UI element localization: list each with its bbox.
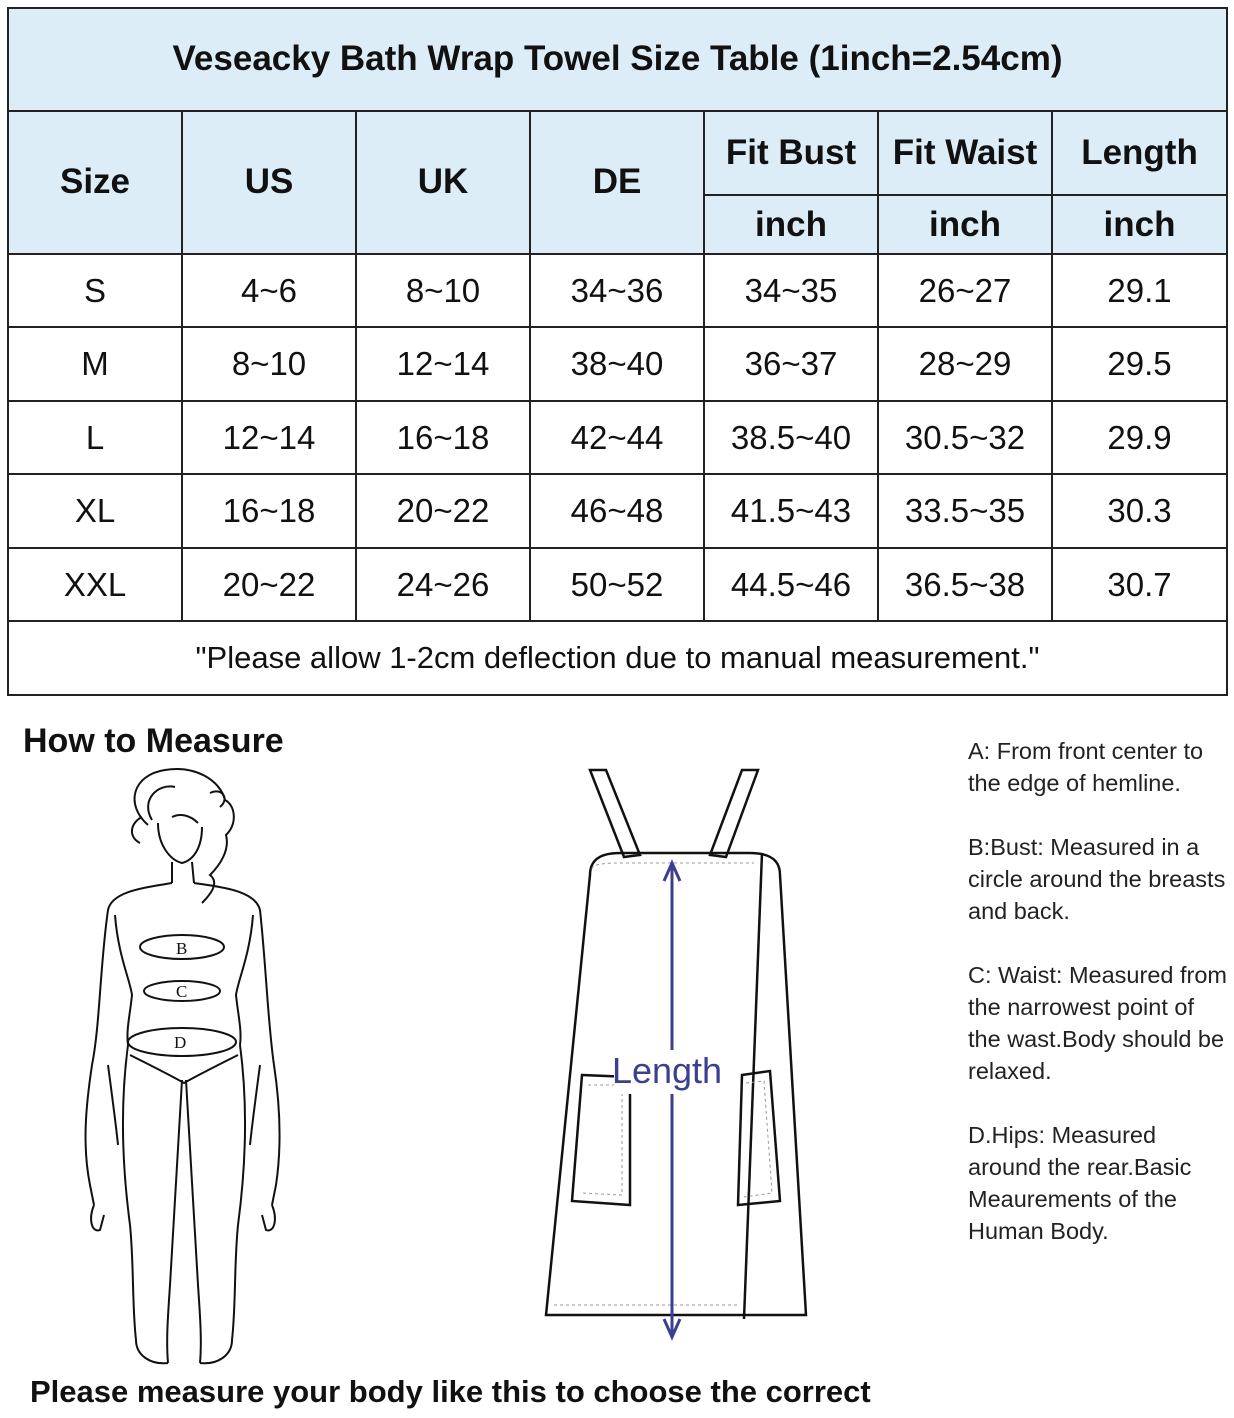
table-cell: 30.5~32 — [878, 401, 1052, 475]
table-cell: 8~10 — [182, 327, 356, 401]
table-cell: L — [8, 401, 182, 475]
table-cell: 12~14 — [182, 401, 356, 475]
table-cell: 29.9 — [1052, 401, 1227, 475]
table-cell: XL — [8, 474, 182, 548]
table-cell: 41.5~43 — [704, 474, 878, 548]
table-row — [8, 327, 1227, 401]
label-d: D — [174, 1033, 187, 1052]
table-cell: 50~52 — [530, 548, 704, 622]
table-cell: 46~48 — [530, 474, 704, 548]
size-table — [7, 7, 1228, 696]
measure-instructions — [968, 735, 1230, 1279]
table-row — [8, 548, 1227, 622]
header-bust-unit: inch — [704, 195, 878, 253]
table-cell: 16~18 — [356, 401, 530, 475]
header-size: Size — [8, 111, 182, 254]
table-cell: 24~26 — [356, 548, 530, 622]
header-length: Length — [1052, 111, 1227, 196]
table-row — [8, 474, 1227, 548]
table-cell: M — [8, 327, 182, 401]
table-row — [8, 401, 1227, 475]
how-to-measure-title: How to Measure — [23, 722, 284, 760]
table-cell: 28~29 — [878, 327, 1052, 401]
table-cell: 8~10 — [356, 254, 530, 328]
instruction-b: B:Bust: Measured in a circle around the breasts and back. — [968, 834, 1226, 924]
table-note: "Please allow 1-2cm deflection due to manual measurement." — [8, 621, 1227, 695]
table-cell: S — [8, 254, 182, 328]
header-us: US — [182, 111, 356, 254]
header-waist-unit: inch — [878, 195, 1052, 253]
table-cell: 12~14 — [356, 327, 530, 401]
label-b: B — [176, 939, 188, 958]
instruction-c: C: Waist: Measured from the narrowest point of the wast.Body should be relaxed. — [968, 962, 1227, 1084]
table-cell: 36.5~38 — [878, 548, 1052, 622]
header-length-unit: inch — [1052, 195, 1227, 253]
table-cell: 38.5~40 — [704, 401, 878, 475]
table-cell: 42~44 — [530, 401, 704, 475]
table-cell: 33.5~35 — [878, 474, 1052, 548]
table-title: Veseacky Bath Wrap Towel Size Table (1inch=2.54cm) — [8, 8, 1227, 111]
table-cell: 34~35 — [704, 254, 878, 328]
header-de: DE — [530, 111, 704, 254]
table-cell: 4~6 — [182, 254, 356, 328]
header-uk: UK — [356, 111, 530, 254]
table-cell: 29.5 — [1052, 327, 1227, 401]
label-c: C — [176, 982, 188, 1001]
header-fit-bust: Fit Bust — [704, 111, 878, 196]
table-cell: 34~36 — [530, 254, 704, 328]
table-cell: 36~37 — [704, 327, 878, 401]
header-fit-waist: Fit Waist — [878, 111, 1052, 196]
body-measure-figure — [70, 765, 310, 1375]
table-row — [8, 254, 1227, 328]
table-cell: XXL — [8, 548, 182, 622]
table-cell: 29.1 — [1052, 254, 1227, 328]
towel-length-figure — [530, 765, 830, 1355]
table-cell: 26~27 — [878, 254, 1052, 328]
instruction-a: A: From front center to the edge of hemline. — [968, 738, 1204, 796]
table-cell: 20~22 — [356, 474, 530, 548]
table-cell: 44.5~46 — [704, 548, 878, 622]
length-label: Length — [611, 1050, 723, 1091]
table-cell: 30.3 — [1052, 474, 1227, 548]
table-cell: 20~22 — [182, 548, 356, 622]
bottom-note: Please measure your body like this to choose the correct — [30, 1374, 871, 1409]
table-cell: 38~40 — [530, 327, 704, 401]
table-cell: 30.7 — [1052, 548, 1227, 622]
table-cell: 16~18 — [182, 474, 356, 548]
instruction-d: D.Hips: Measured around the rear.Basic Meaurements of the Human Body. — [968, 1122, 1192, 1244]
